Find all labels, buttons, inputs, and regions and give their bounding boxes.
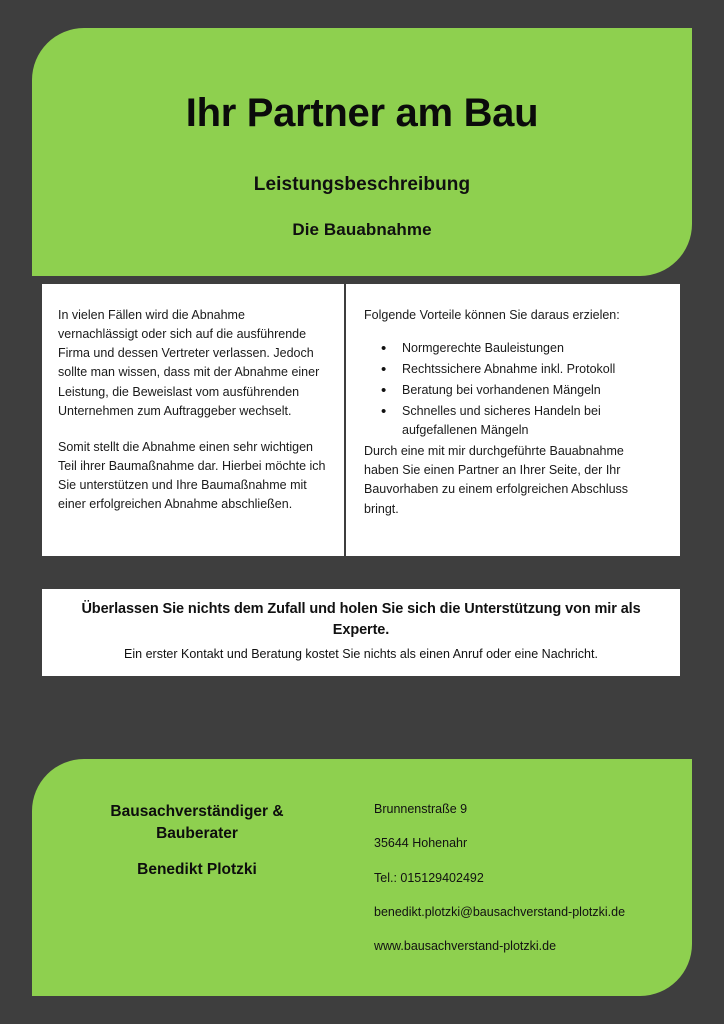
- list-item: • Beratung bei vorhandenen Mängeln: [402, 381, 662, 400]
- right-text-column: [346, 284, 680, 556]
- benefits-intro: Folgende Vorteile können Sie daraus erzielen:: [364, 308, 620, 322]
- benefits-list: [364, 339, 662, 440]
- footer-identity: [32, 795, 362, 996]
- footer-contact: [362, 795, 692, 996]
- contact-city: 35644 Hohenahr: [374, 836, 468, 851]
- header-subtitle-service: Leistungsbeschreibung: [253, 174, 471, 195]
- callout-headline: Überlassen Sie nichts dem Zufall und holen Sie sich die Unterstützung von mir als Experte.: [81, 601, 641, 639]
- header-subtitle-topic: Die Bauabnahme: [292, 220, 432, 239]
- callout-subline: Ein erster Kontakt und Beratung kostet Sie nichts als einen Anruf oder eine Nachricht.: [124, 647, 598, 662]
- header-banner: [32, 28, 692, 276]
- list-item: • Normgerechte Bauleistungen: [402, 339, 662, 358]
- callout-box: [42, 589, 680, 676]
- list-item: • Schnelles und sicheres Handeln bei aufgefallenen Mängeln: [402, 402, 662, 440]
- list-item: • Rechtssichere Abnahme inkl. Protokoll: [402, 360, 662, 379]
- intro-paragraph: In vielen Fällen wird die Abnahme vernachlässigt oder sich auf die ausführende Firma und dessen Vertreter verlassen. Jedoch sollte man wissen, dass mit der Abnahme einer Leistung, die Beweislast vom ausführenden Unternehmen zum Auftraggeber wechselt.: [58, 308, 320, 418]
- contact-street: Brunnenstraße 9: [374, 802, 468, 816]
- footer-banner: [32, 759, 692, 996]
- footer-role-line-1: Bausachverständiger &: [110, 803, 284, 820]
- contact-website[interactable]: www.bausachverstand-plotzki.de: [374, 939, 557, 953]
- contact-email[interactable]: benedikt.plotzki@bausachverstand-plotzki.de: [374, 904, 626, 919]
- footer-person-name: Benedikt Plotzki: [137, 861, 257, 878]
- contact-phone[interactable]: Tel.: 015129402492: [374, 870, 484, 885]
- support-paragraph: Somit stellt die Abnahme einen sehr wichtigen Teil ihrer Baumaßnahme dar. Hierbei möchte ich Sie unterstützen und Ihre Baumaßnahme mit einer erfolgreichen Abnahme abschließen.: [58, 439, 326, 512]
- footer-role-line-2: Bauberater: [156, 825, 238, 842]
- left-text-column: [42, 284, 344, 556]
- body-content: [42, 284, 680, 556]
- benefits-closing: Durch eine mit mir durchgeführte Bauabnahme haben Sie einen Partner an Ihrer Seite, der Ihr Bauvorhaben zu einem erfolgreichen Abschluss bringt.: [364, 444, 629, 516]
- page-title: Ihr Partner am Bau: [185, 91, 539, 135]
